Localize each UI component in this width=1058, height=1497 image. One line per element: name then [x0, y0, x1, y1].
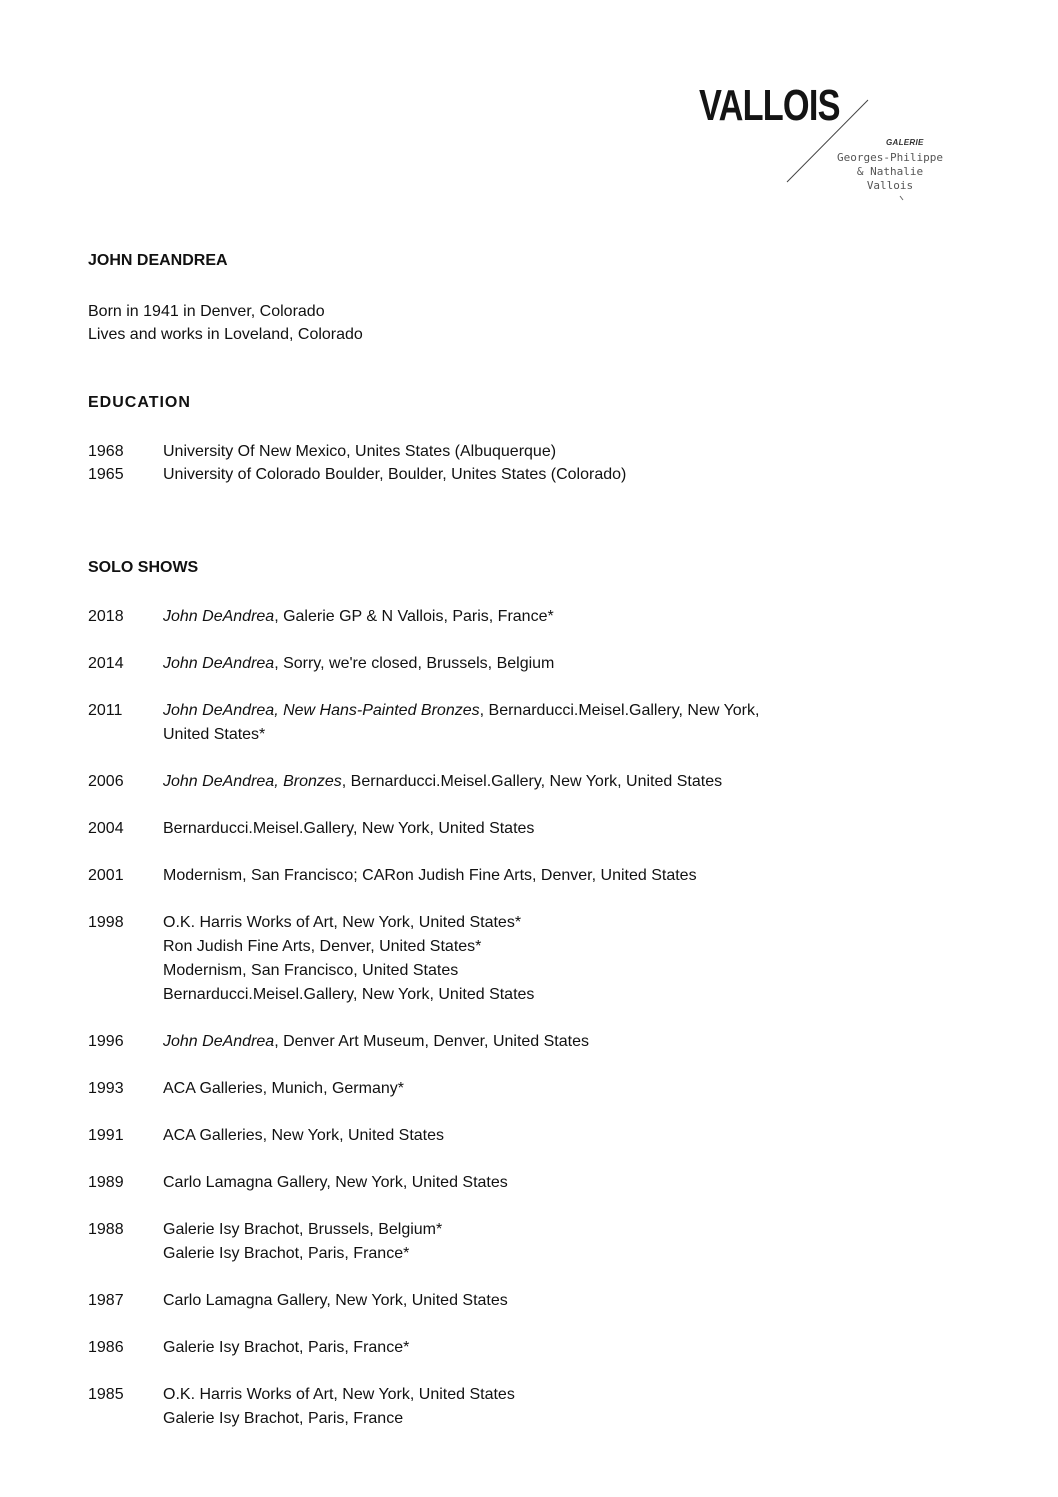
exhibition-venue: , Sorry, we're closed, Brussels, Belgium: [274, 655, 555, 672]
exhibition-venue: O.K. Harris Works of Art, New York, United States*: [163, 914, 522, 931]
solo-show-entry: [163, 1030, 813, 1054]
exhibition-venue: , Galerie GP & N Vallois, Paris, France*: [274, 608, 554, 625]
solo-show-entry: [163, 1218, 813, 1266]
solo-show-line: [163, 864, 813, 888]
solo-show-line: [163, 1242, 813, 1266]
exhibition-title: John DeAndrea: [163, 655, 275, 672]
exhibition-venue: ACA Galleries, Munich, Germany*: [163, 1080, 404, 1097]
solo-show-entry: [163, 817, 813, 841]
solo-show-entry: [163, 652, 813, 676]
solo-show-year: 2014: [88, 655, 124, 672]
solo-show-year: 1986: [88, 1339, 124, 1356]
solo-show-year: 1991: [88, 1127, 124, 1144]
solo-show-year: 1998: [88, 914, 124, 931]
solo-show-line: [163, 652, 813, 676]
education-item: [88, 440, 813, 463]
exhibition-venue: Carlo Lamagna Gallery, New York, United States: [163, 1174, 508, 1191]
solo-show-item: [88, 1383, 813, 1431]
solo-shows-heading: SOLO SHOWS: [88, 559, 199, 576]
exhibition-title: John DeAndrea, New Hans-Painted Bronzes: [163, 702, 480, 719]
education-text: University of Colorado Boulder, Boulder, Unites States (Colorado): [163, 466, 627, 483]
gallery-logo: [690, 78, 990, 218]
solo-show-line: [163, 605, 813, 629]
artist-bio: [88, 300, 363, 346]
education-text: University Of New Mexico, Unites States (Albuquerque): [163, 443, 557, 460]
solo-show-line: [163, 1124, 813, 1148]
exhibition-venue: Galerie Isy Brachot, Paris, France*: [163, 1245, 410, 1262]
logo-wordmark: VALLOIS: [699, 81, 840, 130]
solo-show-line: [163, 1030, 813, 1054]
exhibition-venue: , Bernarducci.Meisel.Gallery, New York, United States: [341, 773, 723, 790]
solo-show-item: [88, 652, 813, 676]
solo-show-entry: [163, 1383, 813, 1431]
solo-show-year: 2011: [88, 702, 123, 719]
bio-line: Lives and works in Loveland, Colorado: [88, 326, 363, 343]
exhibition-venue: Modernism, San Francisco, United States: [163, 962, 459, 979]
solo-show-entry: [163, 770, 813, 794]
exhibition-venue: Galerie Isy Brachot, Paris, France*: [163, 1339, 410, 1356]
exhibition-venue: Modernism, San Francisco; CARon Judish Fine Arts, Denver, United States: [163, 867, 697, 884]
solo-show-line: [163, 1171, 813, 1195]
education-item: [88, 463, 813, 486]
exhibition-venue: Galerie Isy Brachot, Brussels, Belgium*: [163, 1221, 443, 1238]
solo-show-entry: [163, 605, 813, 629]
solo-show-line: [163, 1218, 813, 1242]
solo-show-line: [163, 1383, 813, 1407]
solo-show-line: [163, 1289, 813, 1313]
exhibition-venue: ACA Galleries, New York, United States: [163, 1127, 445, 1144]
solo-show-item: [88, 864, 813, 888]
exhibition-title: John DeAndrea: [163, 608, 275, 625]
exhibition-venue: , Bernarducci.Meisel.Gallery, New York,: [479, 702, 760, 719]
solo-show-year: 2004: [88, 820, 124, 837]
solo-show-line: [163, 959, 813, 983]
solo-show-line: [163, 770, 813, 794]
solo-show-year: 1993: [88, 1080, 124, 1097]
exhibition-title: John DeAndrea: [163, 1033, 275, 1050]
exhibition-venue: Bernarducci.Meisel.Gallery, New York, United States: [163, 986, 535, 1003]
solo-show-year: 1989: [88, 1174, 124, 1191]
solo-show-item: [88, 1289, 813, 1313]
logo-name-line: Vallois: [866, 179, 914, 192]
solo-show-line: [163, 983, 813, 1007]
solo-show-entry: [163, 864, 813, 888]
solo-show-item: [88, 1077, 813, 1101]
exhibition-venue: , Denver Art Museum, Denver, United States: [274, 1033, 589, 1050]
artist-name: JOHN DEANDREA: [88, 252, 228, 269]
solo-show-line: [163, 911, 813, 935]
solo-show-entry: [163, 699, 813, 747]
solo-show-line: [163, 935, 813, 959]
solo-show-item: [88, 699, 813, 747]
exhibition-venue: Carlo Lamagna Gallery, New York, United States: [163, 1292, 508, 1309]
solo-show-item: [88, 1218, 813, 1266]
exhibition-venue: Bernarducci.Meisel.Gallery, New York, United States: [163, 820, 535, 837]
solo-show-line: [163, 723, 813, 747]
education-year: 1965: [88, 466, 124, 483]
solo-show-year: 2018: [88, 608, 124, 625]
solo-show-year: 1987: [88, 1292, 124, 1309]
solo-show-line: [163, 817, 813, 841]
solo-show-entry: [163, 1171, 813, 1195]
education-year: 1968: [88, 443, 124, 460]
exhibition-title: John DeAndrea, Bronzes: [163, 773, 342, 790]
solo-show-item: [88, 1336, 813, 1360]
solo-show-entry: [163, 1336, 813, 1360]
solo-show-line: [163, 1077, 813, 1101]
bio-line: Born in 1941 in Denver, Colorado: [88, 303, 325, 320]
solo-show-entry: [163, 1077, 813, 1101]
logo-owner-names: [810, 151, 970, 193]
solo-shows-list: [88, 605, 813, 1454]
solo-show-item: [88, 605, 813, 629]
solo-show-year: 1996: [88, 1033, 124, 1050]
education-heading: EDUCATION: [88, 394, 191, 411]
logo-name-line: Georges-Philippe: [837, 151, 943, 164]
solo-show-item: [88, 770, 813, 794]
solo-show-item: [88, 911, 813, 1007]
exhibition-venue: Ron Judish Fine Arts, Denver, United States*: [163, 938, 482, 955]
solo-show-entry: [163, 1289, 813, 1313]
solo-show-entry: [163, 1124, 813, 1148]
solo-show-year: 2006: [88, 773, 124, 790]
exhibition-venue: O.K. Harris Works of Art, New York, United States: [163, 1386, 515, 1403]
exhibition-venue: Galerie Isy Brachot, Paris, France: [163, 1410, 404, 1427]
solo-show-line: [163, 1407, 813, 1431]
solo-show-item: [88, 817, 813, 841]
solo-show-year: 1985: [88, 1386, 124, 1403]
solo-show-year: 2001: [88, 867, 124, 884]
solo-show-year: 1988: [88, 1221, 124, 1238]
solo-show-entry: [163, 911, 813, 1007]
logo-galerie-label: GALERIE: [886, 138, 924, 147]
solo-show-item: [88, 1124, 813, 1148]
solo-show-line: [163, 1336, 813, 1360]
solo-show-line: [163, 699, 813, 723]
logo-name-line: & Nathalie: [856, 165, 924, 178]
solo-show-item: [88, 1030, 813, 1054]
exhibition-venue: United States*: [163, 726, 266, 743]
education-list: [88, 440, 813, 486]
solo-show-item: [88, 1171, 813, 1195]
